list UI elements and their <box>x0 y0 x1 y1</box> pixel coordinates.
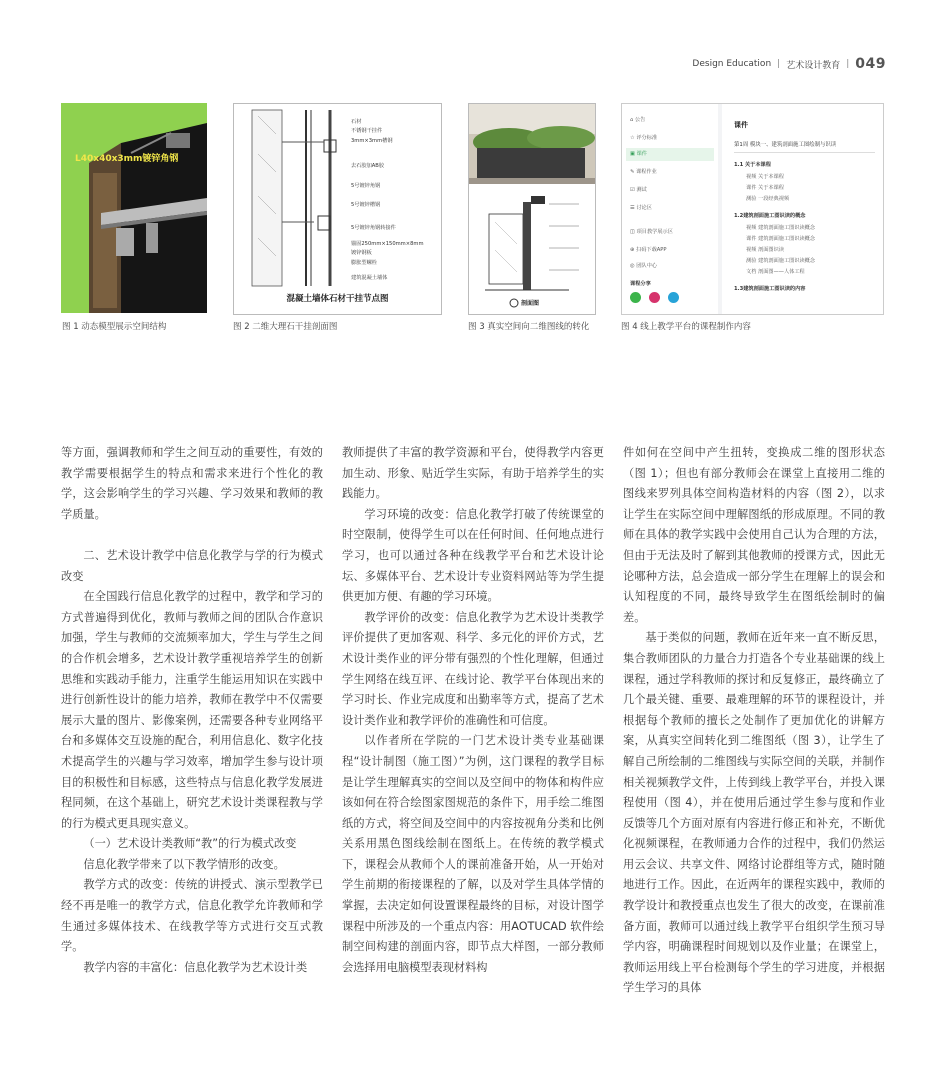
callout-label: 膨胀型螺栓 <box>351 259 377 266</box>
sidebar-item-showcase[interactable]: ◫ 项目教学展示区 <box>630 229 673 235</box>
callout-label: 5号镀锌角钢 <box>351 182 381 189</box>
running-header <box>692 56 886 72</box>
section-heading[interactable]: 1.2建筑剖面施工图识读的概念 <box>734 213 806 219</box>
share-label: 课程分享 <box>630 281 651 287</box>
section-name: 艺术设计教育 <box>786 60 841 71</box>
section-heading: 二、艺术设计教学中信息化教学与学的行为模式改变 <box>61 548 323 583</box>
weibo-icon[interactable] <box>649 292 660 303</box>
page-number: 049 <box>855 56 886 72</box>
figure-2-title: 混凝土墙体石材干挂节点图 <box>286 294 389 304</box>
figure-2-callouts <box>351 118 439 283</box>
nav-label: 评分标准 <box>636 135 658 141</box>
header-separator: | <box>777 59 781 69</box>
nav-label: 课件 <box>636 151 647 157</box>
sidebar-item-team[interactable]: ◎ 团队中心 <box>630 263 657 269</box>
callout-label: 5号镀锌角钢转接件 <box>351 225 396 232</box>
header-separator: | <box>846 59 850 69</box>
figure-2-image <box>233 103 442 315</box>
text-column-2 <box>342 443 604 978</box>
paragraph: 学习环境的改变：信息化教学打破了传统课堂的时空限制，使得学生可以在任何时间、任何地点进行学习，也可以通过各种在线教学平台和艺术设计论坛、多媒体平台、艺术设计专业资料网站等为学生提供更加方便、有趣的学习环境。 <box>342 507 604 604</box>
figure-1-image <box>61 103 207 313</box>
section-heading[interactable]: 1.1 关于本课程 <box>734 162 771 168</box>
panel-subtitle: 第1周 模块一、建筑剖面施工图绘制与识读 <box>734 140 875 153</box>
lesson-item[interactable]: 课件 建筑剖面施工图识读概念 <box>746 236 816 242</box>
qq-icon[interactable] <box>668 292 679 303</box>
sidebar-item-forum[interactable]: ☰ 讨论区 <box>630 205 652 211</box>
figure-1-label: L40x40x3mm镀锌角钢 <box>75 154 179 164</box>
callout-label: 镀锌钢板 <box>351 250 372 257</box>
wechat-icon[interactable] <box>630 292 641 303</box>
callout-label: 石材 <box>351 119 362 125</box>
subsection-heading: （一）艺术设计类教师“教”的行为模式改变 <box>83 837 297 851</box>
callout-label: 锚固250mm×150mm×8mm <box>351 240 424 247</box>
paragraph: 基于类似的问题，教师在近年来一直不断反思，集合教师团队的力量合力打造各个专业基础课的线上课程，通过学科教师的探讨和反复修正，最终确立了几个最关键、重要、最难理解的环节的课程设计，并根据每个教师的擅长之处制作了更加优化的讲解方案，从真实空间转化到二维图纸（图 3），让学生了解自己所绘制的二维图线与实际空间的关联，并制作相关视频教学文件，上传到线上教学平台，并投入课程使用（图 4），并在使用后通过学生参与度和作业反馈等几个方面对原有内容进行修正和补充，不断优化视频课程，在教师通力合作的过程中，我们仍然运用云会议、共享文件、网络讨论群组等方式，随时随地进行工作。因此，在近两年的课程实践中，教师的教学设计和教授重点也发生了很大的改变，在课前准备方面，教师可以通过线上教学平台组织学生预习导学内容，明确课程时间规划以及作业量；在课堂上，教师运用线上平台检测每个学生的学习进度，并根据学生学习的具体 <box>623 631 885 995</box>
callout-label: 3mm×3mm槽钢 <box>351 137 393 144</box>
lesson-item[interactable]: 视频 建筑剖面施工图识读概念 <box>746 225 816 231</box>
paragraph: 教学方式的改变：传统的讲授式、演示型教学已经不再是唯一的教学方式，信息化教学允许教师和学生通过多媒体技术、在线教学等方式进行交互式教学。 <box>61 878 323 954</box>
section-heading[interactable]: 1.3建筑剖面施工图识读的内容 <box>734 286 806 292</box>
paragraph: 件如何在空间中产生扭转，变换成二维的图形状态（图 1）；但也有部分教师会在课堂上直接用二维的图线来罗列具体空间构造材料的内容（图 2），以求让学生在实际空间中理解图纸的形成原理。不同的教师在具体的教学实践中会使用自己认为合理的方法，但由于无法及时了解到其他教师的授课方式，因此无论哪种方法，总会造成一部分学生在理解上的误会和认知程度的不同，最终导致学生在图纸绘制时的偏差。 <box>623 446 885 624</box>
paragraph: 等方面，强调教师和学生之间互动的重要性，有效的教学需要根据学生的特点和需求来进行个性化的教学，这会影响学生的学习兴趣、学习效果和教师的教学质量。 <box>61 446 323 521</box>
figure-1-caption: 图 1 动态模型展示空间结构 <box>62 322 167 332</box>
sidebar-item-test[interactable]: ☑ 测试 <box>630 187 647 193</box>
sidebar-item-homework[interactable]: ✎ 课程作业 <box>630 169 657 175</box>
callout-label: 去石胶加AB胶 <box>351 163 385 170</box>
share-icons <box>630 292 679 303</box>
text-column-1 <box>61 443 323 978</box>
nav-label: 讨论区 <box>636 205 652 211</box>
panel-title: 课件 <box>734 121 748 129</box>
sidebar-item-announcements[interactable]: ⌂ 公告 <box>630 117 646 123</box>
nav-label: 团队中心 <box>636 263 657 269</box>
paragraph: 以作者所在学院的一门艺术设计类专业基础课程“设计制图（施工图）”为例，这门课程的教学目标是让学生理解真实的空间以及空间中的物体和构件应该如何在符合绘图家图规范的条件下，用手绘二维图纸的方式，将空间及空间中的内容按视角分类和比例关系用黑色图线绘制在图纸上。在传统的教学模式下，课程会从教师个人的课前准备开始，从一开始对学生前期的衔接课程的了解，以及对学生具体学情的掌握，去决定如何设置课程最终的目标，对设计图学课程中所涉及的一个重点内容：用AOTUCAD 软件绘制空间构建的剖面内容，即节点大样图，一部分教师会选择用电脑模型表现材料构 <box>342 734 604 974</box>
callout-label: 不锈钢干挂件 <box>351 128 383 135</box>
figure-3-image <box>468 103 596 315</box>
figure-3-caption: 图 3 真实空间向二维图线的转化 <box>468 322 590 332</box>
callout-label: 建筑混凝土墙体 <box>351 275 388 282</box>
paragraph: 信息化教学带来了以下教学情形的改变。 <box>83 857 285 871</box>
lesson-item[interactable]: 视频 关于本课程 <box>746 174 784 180</box>
lesson-item[interactable]: 测验 建筑剖面施工图识读概念 <box>746 258 816 264</box>
lesson-item[interactable]: 文档 剖面图——人体工程 <box>746 269 805 275</box>
sidebar-item-courseware[interactable]: ▣ 课件 <box>626 148 714 161</box>
figure-3-title: 剖面图 <box>521 300 540 307</box>
journal-name: Design Education <box>692 59 772 69</box>
platform-main-panel <box>722 104 883 314</box>
platform-sidebar <box>622 104 718 314</box>
figure-4-image <box>621 103 884 315</box>
callout-label: 5号镀锌槽钢 <box>351 202 381 209</box>
nav-label: 项目教学展示区 <box>636 229 673 235</box>
lesson-item[interactable]: 测验 一段经典视频 <box>746 196 790 202</box>
paragraph: 教师提供了丰富的教学资源和平台，使得教学内容更加生动、形象、贴近学生实际，有助于培养学生的实践能力。 <box>342 446 604 501</box>
paragraph: 在全国践行信息化教学的过程中，教学和学习的方式普遍得到优化，教师与教师之间的团队合作意识加强，学生与教师的交流频率加大，学生与学生之间的合作机会增多，艺术设计教学重视培养学生的创新思维和实践动手能力，注重学生能运用知识在实践中进行创新性设计的能力培养，教师在教学中不仅需要展示大量的图片、影像案例，还需要各种专业网络平台和多媒体交互设施的配合，利用信息化、数字化技术提高学生的兴趣与学习效率，增加学生参与设计项目的积极性和目标感，这些特点与信息化教学发展进程同频，在这个基础上，研究艺术设计类课程教与学的行为模式更具现实意义。 <box>61 590 323 830</box>
figure-4-caption: 图 4 线上教学平台的课程制作内容 <box>621 322 751 332</box>
paragraph: 教学内容的丰富化：信息化教学为艺术设计类 <box>83 960 308 974</box>
nav-label: 课程作业 <box>636 169 657 175</box>
figure-2-caption: 图 2 二维大理石干挂剖面图 <box>233 322 338 332</box>
sidebar-item-app[interactable]: ⊕ 扫码下载APP <box>630 247 667 253</box>
sidebar-item-grading[interactable]: ☆ 评分标准 <box>630 135 658 141</box>
nav-label: 公告 <box>634 117 646 123</box>
lesson-item[interactable]: 课件 关于本课程 <box>746 185 784 191</box>
paragraph: 教学评价的改变：信息化教学为艺术设计类教学评价提供了更加客观、科学、多元化的评价方式，艺术设计类作业的评分带有强烈的个性化理解，但通过学生网络在线互评、在线讨论、教学平台体现出来的学习时长、作业完成度和出勤率等方式，提高了艺术设计类作业和教学评价的准确性和可信度。 <box>342 610 604 727</box>
text-column-3 <box>623 443 885 999</box>
nav-label: 扫码下载APP <box>636 247 667 253</box>
lesson-item[interactable]: 视频 剖面图识读 <box>746 247 784 253</box>
nav-label: 测试 <box>636 187 647 193</box>
